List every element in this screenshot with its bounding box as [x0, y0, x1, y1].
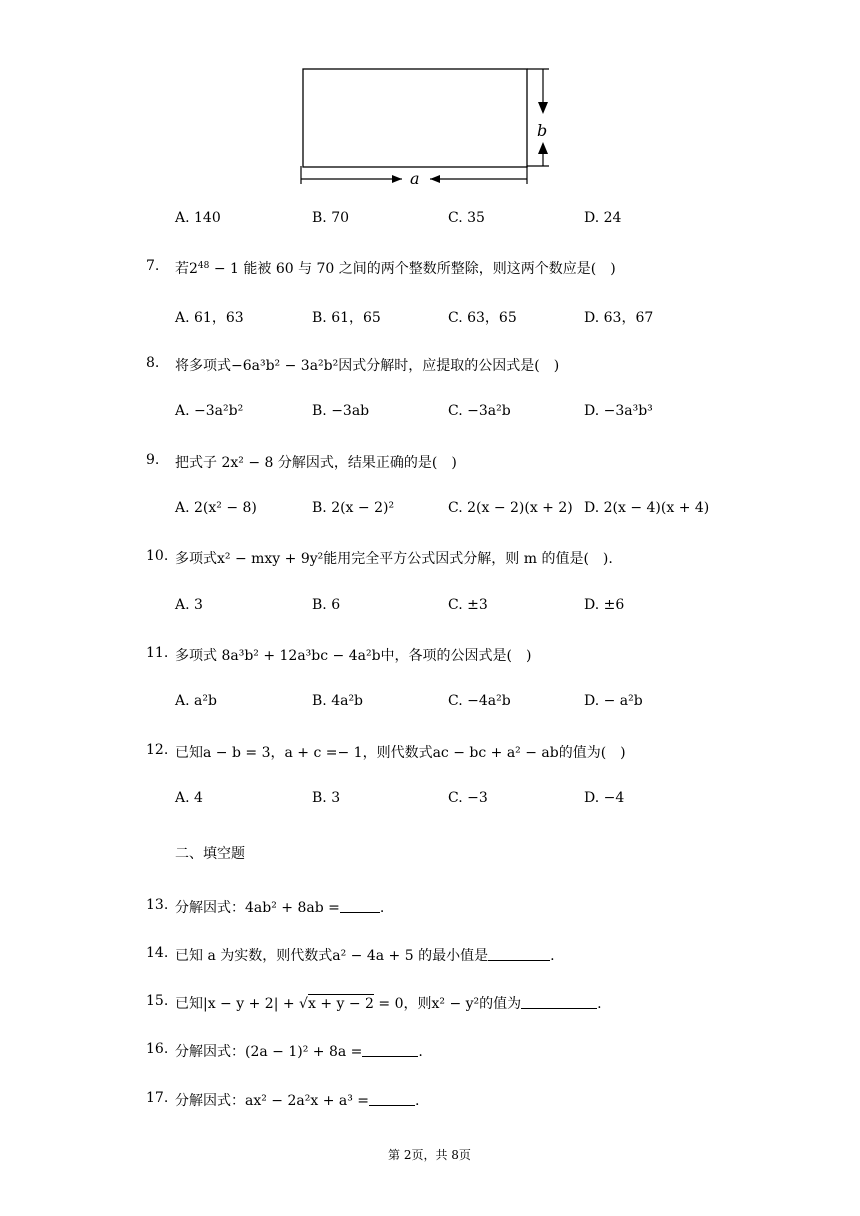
q14-answer-blank	[488, 948, 550, 961]
q9-text: 把式子 2x² − 8 分解因式，结果正确的是( )	[175, 455, 457, 471]
q12-option-c: C. −3	[448, 790, 488, 806]
q10-option-c: C. ±3	[448, 597, 488, 613]
q7-option-b: B. 61，65	[312, 310, 381, 326]
q17-question: 分解因式：ax² − 2a²x + a³ =	[175, 1093, 370, 1109]
q17-number: 17.	[146, 1090, 169, 1106]
q8-text: 将多项式−6a³b² − 3a²b²因式分解时，应提取的公因式是( )	[175, 358, 560, 374]
q15-pre: 已知|x − y + 2| +	[175, 996, 300, 1012]
q17-end: .	[415, 1093, 420, 1109]
q10-option-a: A. 3	[175, 597, 203, 613]
q11-option-d: D. − a²b	[584, 693, 643, 709]
q15-end: .	[597, 996, 602, 1012]
q12-option-b: B. 3	[312, 790, 341, 806]
q11-option-a: A. a²b	[175, 693, 217, 709]
q7-text-part1: 若2	[175, 261, 198, 277]
q10-number: 10.	[146, 548, 169, 564]
section-title: 二、填空题	[175, 846, 245, 862]
q7-option-c: C. 63，65	[448, 310, 517, 326]
q13-number: 13.	[146, 897, 169, 913]
q14-number: 14.	[146, 945, 169, 961]
q12-number: 12.	[146, 742, 169, 758]
q12-option-a: A. 4	[175, 790, 203, 806]
q11-number: 11.	[146, 645, 169, 661]
q7-exponent: 48	[197, 261, 210, 271]
q8-number: 8.	[146, 355, 160, 371]
q15-number: 15.	[146, 993, 169, 1009]
figure-label-b: b	[537, 121, 548, 140]
q6-option-b: B. 70	[312, 210, 350, 226]
q16-number: 16.	[146, 1041, 169, 1057]
q10-option-b: B. 6	[312, 597, 341, 613]
q17-answer-blank	[369, 1093, 415, 1106]
q15-answer-blank	[521, 996, 597, 1009]
q8-option-c: C. −3a²b	[448, 403, 511, 419]
q6-option-a: A. 140	[175, 210, 221, 226]
q7-text	[175, 258, 616, 278]
sqrt-icon: √	[299, 996, 308, 1012]
q7-option-d: D. 63，67	[584, 310, 654, 326]
q14-text	[175, 945, 555, 965]
q6-option-c: C. 35	[448, 210, 485, 226]
q17-text	[175, 1090, 419, 1110]
figure-label-a: a	[410, 169, 420, 188]
q9-option-c: C. 2(x − 2)(x + 2)	[448, 500, 573, 516]
q9-option-d: D. 2(x − 4)(x + 4)	[584, 500, 710, 516]
q14-end: .	[550, 948, 555, 964]
q16-question: 分解因式：(2a − 1)² + 8a =	[175, 1044, 363, 1060]
rectangle-figure	[290, 62, 560, 190]
q8-option-d: D. −3a³b³	[584, 403, 653, 419]
q12-text: 已知a − b = 3，a + c =− 1，则代数式ac − bc + a² − ab的值为( )	[175, 745, 626, 761]
q14-question: 已知 a 为实数，则代数式a² − 4a + 5 的最小值是	[175, 948, 489, 964]
q10-text: 多项式x² − mxy + 9y²能用完全平方公式因式分解，则 m 的值是( ).	[175, 551, 613, 567]
q9-number: 9.	[146, 452, 160, 468]
q9-option-b: B. 2(x − 2)²	[312, 500, 395, 516]
q15-text	[175, 993, 602, 1013]
q13-text	[175, 897, 384, 917]
q11-text: 多项式 8a³b² + 12a³bc − 4a²b中，各项的公因式是( )	[175, 648, 532, 664]
q13-end: .	[379, 900, 385, 916]
page-footer: 第 2页，共 8页	[388, 1148, 471, 1162]
q15-radicand: x + y − 2	[307, 996, 374, 1012]
q6-option-d: D. 24	[584, 210, 622, 226]
q7-option-a: A. 61，63	[175, 310, 244, 326]
q16-text	[175, 1041, 423, 1061]
q11-option-c: C. −4a²b	[448, 693, 511, 709]
q8-option-a: A. −3a²b²	[175, 403, 244, 419]
q7-text-part2: − 1 能被 60 与 70 之间的两个整数所整除，则这两个数应是( )	[209, 261, 616, 277]
q13-answer-blank	[340, 900, 380, 913]
q15-post: = 0，则x² − y²的值为	[373, 996, 522, 1012]
q9-option-a: A. 2(x² − 8)	[175, 500, 257, 516]
q13-question: 分解因式：4ab² + 8ab =	[175, 900, 340, 916]
q8-option-b: B. −3ab	[312, 403, 370, 419]
q16-answer-blank	[362, 1044, 418, 1057]
q7-number: 7.	[146, 258, 160, 274]
q10-option-d: D. ±6	[584, 597, 625, 613]
q16-end: .	[418, 1044, 423, 1060]
q12-option-d: D. −4	[584, 790, 625, 806]
q11-option-b: B. 4a²b	[312, 693, 364, 709]
